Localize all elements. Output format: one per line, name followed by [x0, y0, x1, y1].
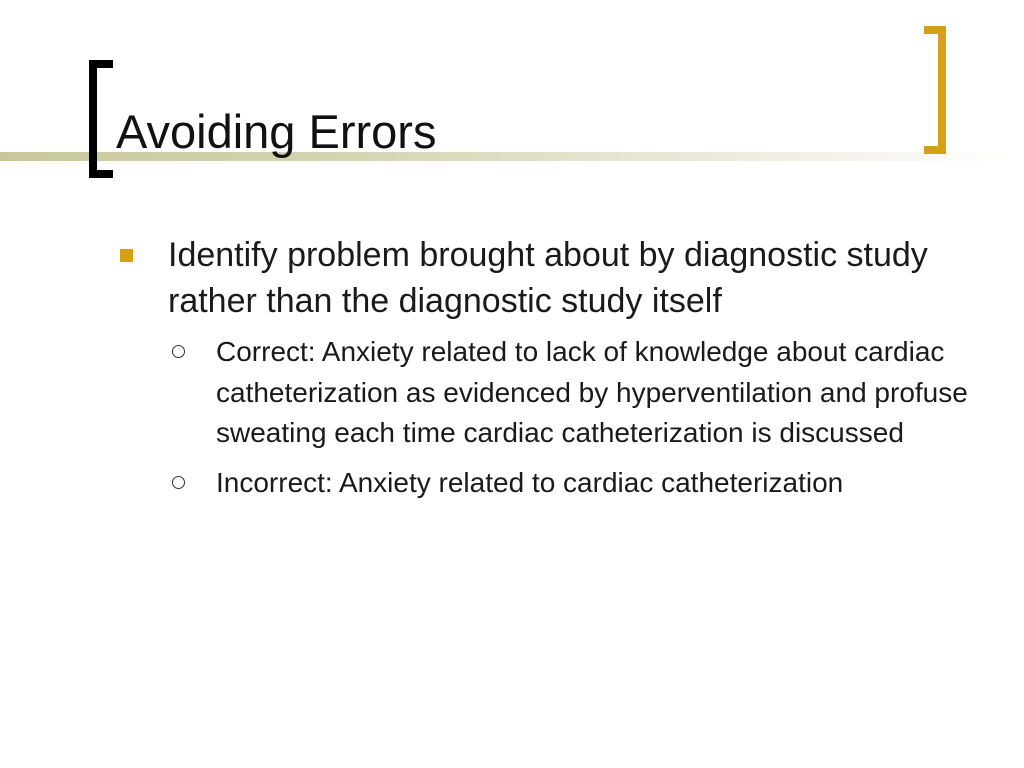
sub-bullet-list: [168, 332, 978, 503]
slide-title: Avoiding Errors: [116, 105, 437, 158]
left-bracket-icon: [89, 60, 113, 178]
bullet-text: Identify problem brought about by diagnostic study rather than the diagnostic study itself: [168, 236, 928, 320]
hollow-circle-bullet-icon: [172, 476, 185, 489]
hollow-circle-bullet-icon: [172, 345, 185, 358]
bullet-item: [118, 232, 978, 324]
sub-bullet-text: Correct: Anxiety related to lack of knowledge about cardiac catheterization as evidenced by hyperventilation and profuse sweating each time cardiac catheterization is discussed: [216, 336, 968, 448]
sub-bullet-item-correct: [168, 332, 978, 454]
sub-bullet-text: Incorrect: Anxiety related to cardiac catheterization: [216, 466, 844, 498]
square-bullet-icon: [120, 249, 133, 262]
slide-body: [118, 232, 978, 512]
sub-bullet-item-incorrect: [168, 463, 978, 504]
right-bracket-icon: [924, 26, 946, 154]
